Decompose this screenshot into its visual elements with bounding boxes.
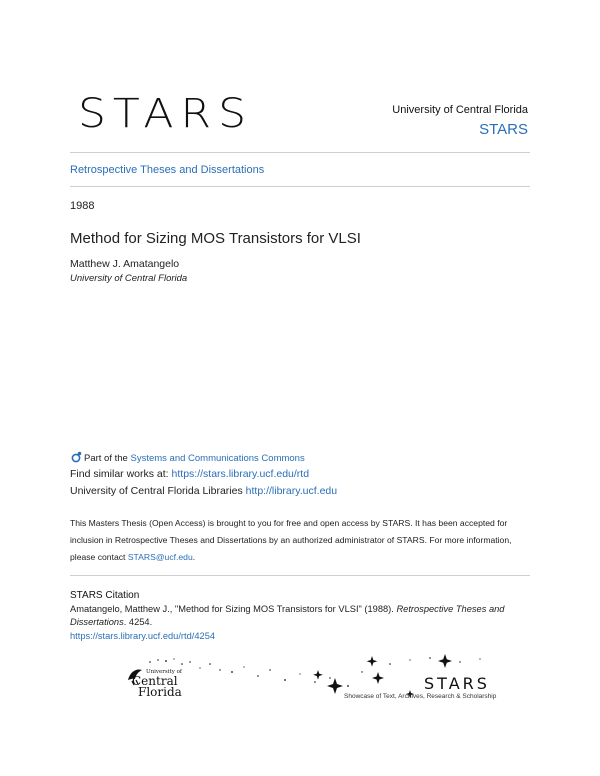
libraries-link[interactable]: http://library.ucf.edu <box>245 485 338 497</box>
notice-contact-prefix: please contact <box>70 552 128 562</box>
commons-network-icon <box>70 451 82 463</box>
citation-end: . 4254. <box>123 617 153 627</box>
notice-line-1: This Masters Thesis (Open Access) is brought to you for free and open access by STARS. It has been accepted for <box>70 518 508 528</box>
document-title: Method for Sizing MOS Transistors for VLSI <box>70 230 361 247</box>
contact-email-link[interactable]: STARS@ucf.edu <box>127 552 193 562</box>
university-name: University of Central Florida <box>392 104 528 116</box>
stars-link[interactable]: STARS <box>479 121 528 138</box>
ucf-line-2: Central <box>132 674 178 688</box>
stars-tagline: Showcase of Text, Archives, Research & Scholarship <box>344 693 497 700</box>
author-affiliation: University of Central Florida <box>70 273 188 284</box>
citation-plain: Amatangelo, Matthew J., "Method for Sizing MOS Transistors for VLSI" (1988). <box>70 604 397 614</box>
ucf-logo <box>124 664 204 704</box>
citation-url-link[interactable]: https://stars.library.ucf.edu/rtd/4254 <box>70 631 216 641</box>
citation-heading: STARS Citation <box>70 590 140 601</box>
find-similar-line <box>70 468 309 480</box>
author-name: Matthew J. Amatangelo <box>70 258 180 270</box>
find-similar-prefix: Find similar works at: <box>70 468 172 480</box>
stars-footer-logo: STARS <box>424 674 490 693</box>
part-of-line <box>70 451 305 464</box>
divider-top <box>70 152 530 153</box>
divider-citation <box>70 575 530 576</box>
ucf-line-3: Florida <box>138 685 182 699</box>
citation-italic: Retrospective Theses and Dissertations <box>70 604 505 627</box>
series-link[interactable]: Retrospective Theses and Dissertations <box>70 164 265 176</box>
notice-line-2: inclusion in Retrospective Theses and Dissertations by an authorized administrator of STARS. For more information, <box>70 535 512 545</box>
find-similar-link[interactable]: https://stars.library.ucf.edu/rtd <box>171 468 310 480</box>
notice-contact-suffix: . <box>192 552 196 562</box>
divider-series <box>70 186 530 187</box>
stars-logo: STARS <box>78 90 253 137</box>
part-of-prefix: Part of the <box>84 453 131 464</box>
ucf-line-1: University of <box>146 669 182 675</box>
libraries-line <box>70 485 337 497</box>
notice-line-3 <box>70 552 195 562</box>
publication-year: 1988 <box>70 200 95 212</box>
commons-link[interactable]: Systems and Communications Commons <box>130 453 305 464</box>
citation-text <box>70 603 540 629</box>
libraries-prefix: University of Central Florida Libraries <box>70 485 246 497</box>
